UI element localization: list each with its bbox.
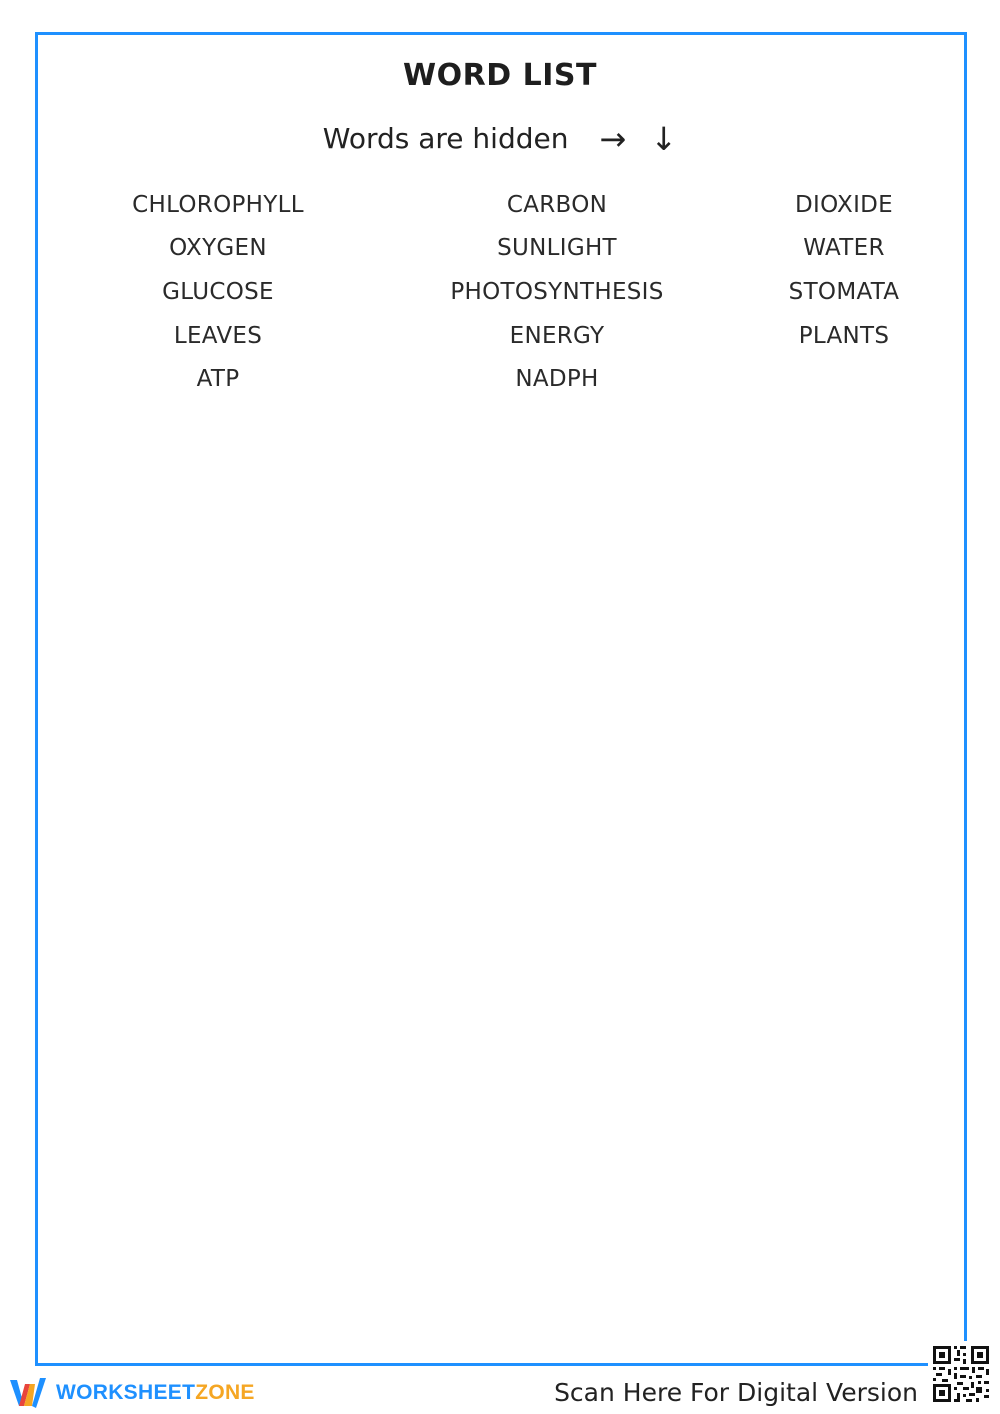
word-item: SUNLIGHT [497, 235, 617, 261]
word-item: OXYGEN [169, 235, 267, 261]
direction-arrows [585, 120, 677, 158]
page-title: WORD LIST [403, 58, 597, 93]
arrow-down-icon: ↓ [650, 120, 678, 158]
word-item: LEAVES [173, 323, 263, 349]
word-item: GLUCOSE [162, 279, 274, 305]
arrow-right-icon: → [599, 120, 627, 158]
scan-instruction: Scan Here For Digital Version [554, 1378, 918, 1407]
word-item: ATP [196, 366, 240, 392]
brand-name-part2: ZONE [195, 1381, 255, 1404]
page-border [35, 32, 967, 1366]
word-item: STOMATA [788, 279, 900, 305]
instructions-text: Words are hidden [322, 122, 569, 155]
word-item: NADPH [515, 366, 599, 392]
brand-name-part1: WORKSHEET [56, 1381, 196, 1404]
qr-code-icon[interactable] [928, 1341, 994, 1407]
word-item: CHLOROPHYLL [132, 192, 304, 218]
word-item: PHOTOSYNTHESIS [450, 279, 664, 305]
instructions [0, 120, 1000, 158]
word-item: DIOXIDE [794, 192, 893, 218]
word-item: ENERGY [509, 323, 605, 349]
word-item: WATER [803, 235, 885, 261]
word-item: PLANTS [798, 323, 890, 349]
worksheetzone-logo-icon [10, 1376, 50, 1410]
brand-logo[interactable] [10, 1376, 255, 1410]
word-item: CARBON [506, 192, 608, 218]
brand-name [56, 1381, 255, 1405]
